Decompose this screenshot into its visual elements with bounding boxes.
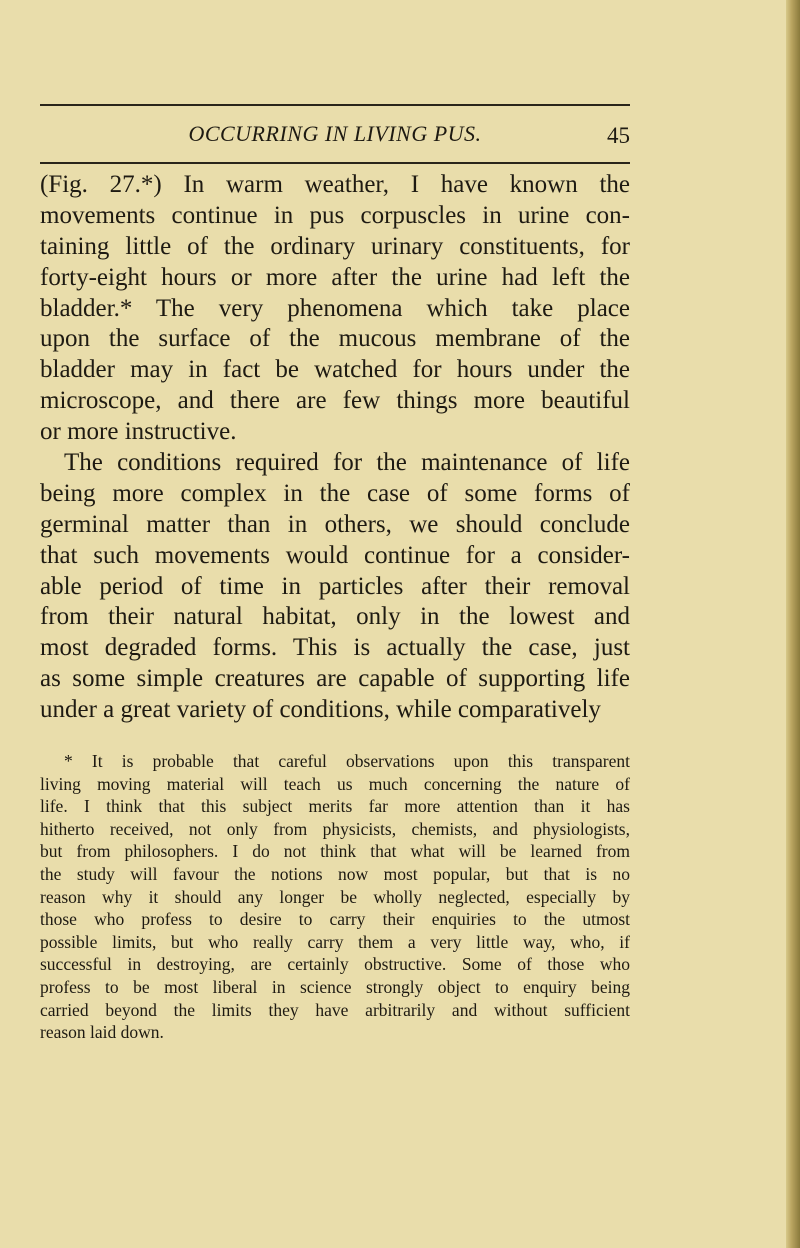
footnote-line: carried beyond the limits they have arbitrarily and without sufficient: [40, 999, 630, 1020]
body-line: bladder may in fact be watched for hours under the: [40, 356, 630, 384]
body-line: forty-eight hours or more after the urine had left the: [40, 263, 630, 291]
body-line: taining little of the ordinary urinary constituents, for: [40, 232, 630, 260]
footnote-line: but from philosophers. I do not think that what will be learned from: [40, 841, 630, 862]
body-line: from their natural habitat, only in the lowest and: [40, 603, 630, 631]
body-line: bladder.* The very phenomena which take place: [40, 294, 630, 322]
header-rule-bottom: [40, 162, 630, 164]
footnote-line: life. I think that this subject merits far more attention than it has: [40, 796, 630, 817]
body-line: under a great variety of conditions, while comparatively: [40, 696, 601, 724]
footnote-line: reason laid down.: [40, 1022, 164, 1043]
body-line: upon the surface of the mucous membrane of the: [40, 325, 630, 353]
footnote: [40, 750, 630, 1044]
page-number: 45: [607, 123, 630, 148]
body-line: The conditions required for the maintenance of life: [64, 449, 630, 477]
footnote-line: hitherto received, not only from physicists, chemists, and physiologists,: [40, 818, 630, 839]
footnote-line: * It is probable that careful observations upon this transparent: [64, 751, 630, 771]
footnote-line: living moving material will teach us much concerning the nature of: [40, 773, 630, 794]
body-line: or more instructive.: [40, 418, 237, 446]
running-title: OCCURRING IN LIVING PUS.: [188, 121, 482, 146]
body-line: germinal matter than in others, we should conclude: [40, 510, 630, 538]
footnote-line: those who profess to desire to carry their enquiries to the utmost: [40, 909, 630, 930]
footnote-line: profess to be most liberal in science strongly object to enquiry being: [40, 976, 630, 997]
page-edge: [786, 0, 800, 1248]
body-text: [40, 170, 630, 726]
footnote-line: possible limits, but who really carry them a very little way, who, if: [40, 931, 630, 952]
header-rule-top: [40, 104, 630, 106]
body-line: being more complex in the case of some forms of: [40, 479, 630, 507]
body-line: as some simple creatures are capable of supporting life: [40, 665, 630, 693]
body-line: (Fig. 27.*) In warm weather, I have known the: [40, 171, 630, 198]
body-line: most degraded forms. This is actually the case, just: [40, 634, 630, 662]
footnote-line: reason why it should any longer be wholly neglected, especially by: [40, 886, 630, 907]
body-line: that such movements would continue for a consider-: [40, 541, 630, 569]
body-line: movements continue in pus corpuscles in urine con-: [40, 201, 630, 229]
footnote-line: successful in destroying, are certainly obstructive. Some of those who: [40, 954, 630, 975]
running-header: [40, 121, 630, 155]
body-line: able period of time in particles after their removal: [40, 572, 630, 600]
footnote-line: the study will favour the notions now most popular, but that is no: [40, 863, 630, 884]
body-line: microscope, and there are few things more beautiful: [40, 387, 630, 415]
